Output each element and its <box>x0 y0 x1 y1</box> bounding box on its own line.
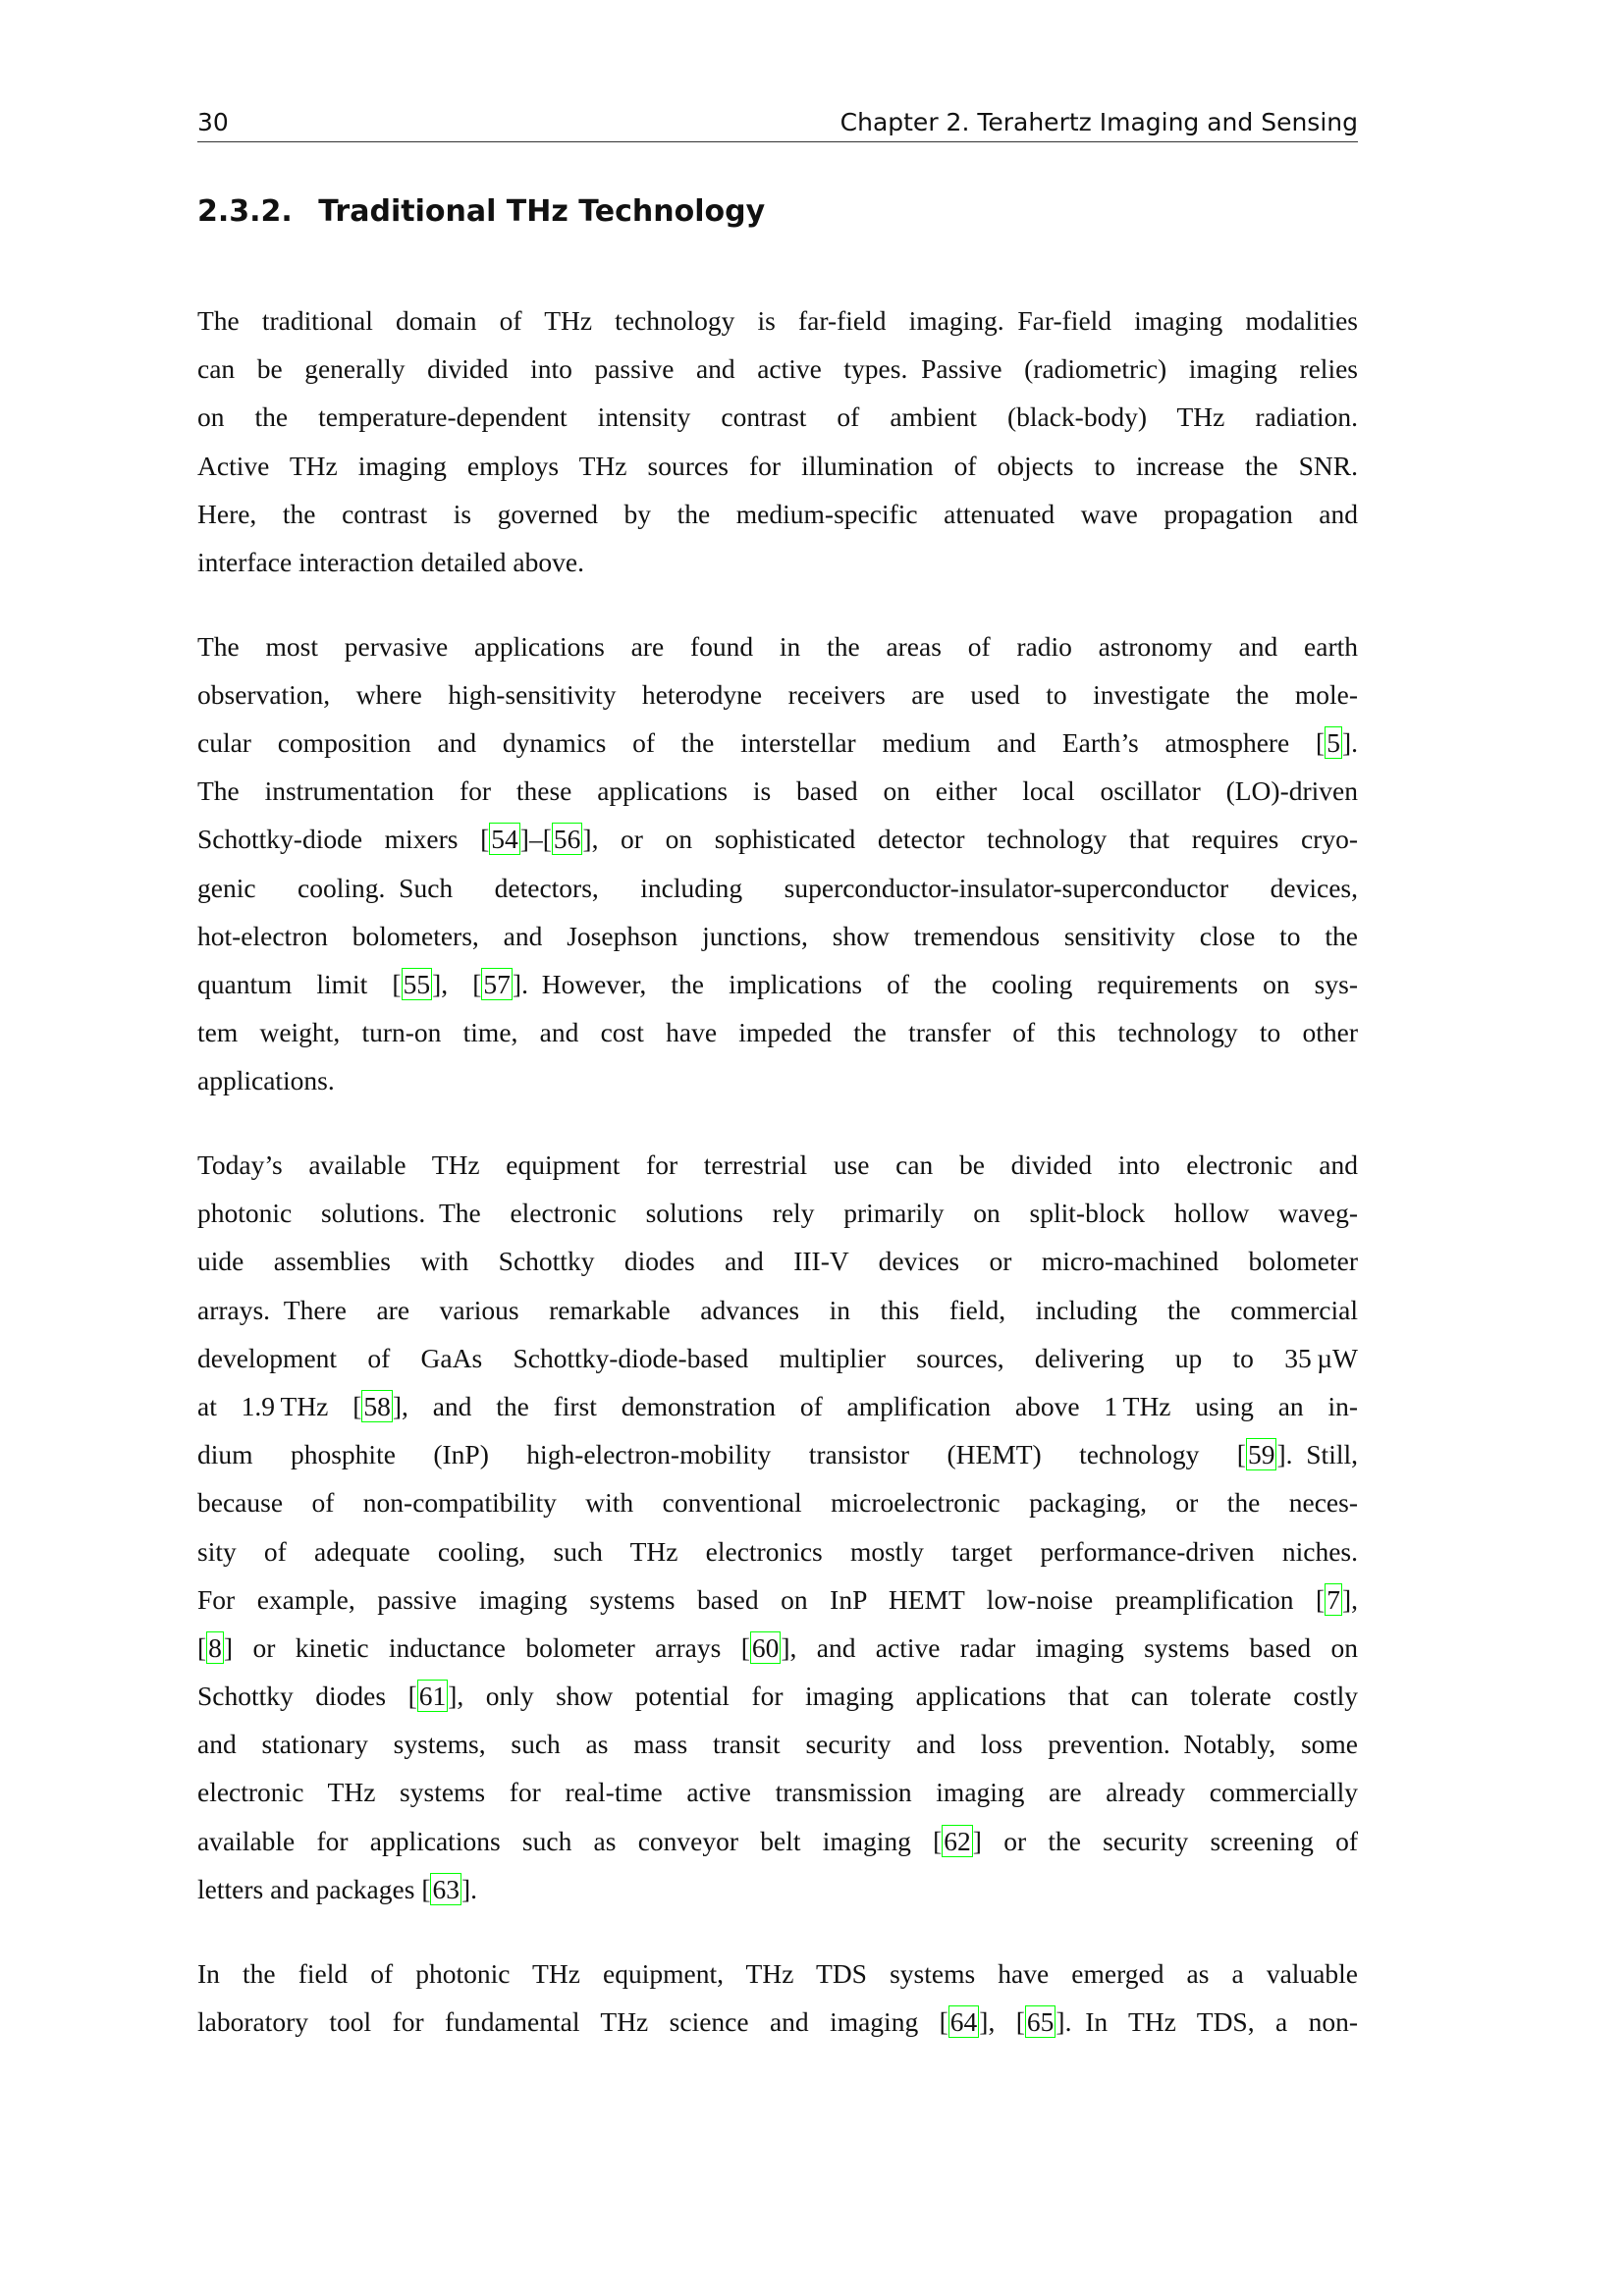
text-line <box>197 815 1358 863</box>
citation-link[interactable]: [55] <box>392 968 442 999</box>
paragraph <box>197 296 1358 586</box>
citation-number[interactable]: 62 <box>944 1825 971 1856</box>
citation-number[interactable]: 58 <box>363 1390 391 1421</box>
text-segment: available for applications such as conveyor belt imaging <box>197 1825 934 1856</box>
running-header <box>197 102 1358 142</box>
text-segment: and stationary systems, such as mass transit security and loss prevention. Notably, some <box>197 1729 1358 1760</box>
text-line <box>197 1672 1358 1720</box>
text-segment: Here, the contrast is governed by the medium-specific attenuated wave propagation and <box>197 498 1358 529</box>
text-segment: For example, passive imaging systems based on InP HEMT low-noise preamplification <box>197 1583 1317 1615</box>
text-line <box>197 1478 1358 1526</box>
citation-link[interactable]: [54] <box>480 824 529 855</box>
text-segment: or the security screening of <box>981 1825 1358 1856</box>
text-line <box>197 1141 1358 1189</box>
section-heading <box>197 194 765 229</box>
citation-link[interactable]: [63] <box>421 1873 471 1904</box>
text-segment: . Still, <box>1285 1439 1358 1470</box>
page-number: 30 <box>197 107 229 136</box>
text-line <box>197 1720 1358 1768</box>
body-text <box>197 296 1358 2081</box>
text-line <box>197 1430 1358 1478</box>
citation-link[interactable]: [8] <box>197 1631 234 1663</box>
text-line <box>197 296 1358 345</box>
text-segment: observation, where high-sensitivity heterodyne receivers are used to investigate the mole- <box>197 678 1358 710</box>
paragraph <box>197 1949 1358 2046</box>
text-segment: quantum limit <box>197 968 393 999</box>
text-segment: because of non-compatibility with conventional microelectronic packaging, or the neces- <box>197 1487 1358 1519</box>
text-segment: The instrumentation for these applications is based on either local oscillator (LO)-driven <box>197 775 1358 807</box>
text-line <box>197 393 1358 441</box>
citation-number[interactable]: 5 <box>1326 727 1340 758</box>
section-number: 2.3.2. <box>197 194 293 229</box>
citation-link[interactable]: [61] <box>407 1681 458 1712</box>
text-segment: – <box>528 824 543 855</box>
text-segment: photonic solutions. The electronic solutions rely primarily on split-block hollow waveg- <box>197 1198 1358 1229</box>
text-segment: at 1.9 THz <box>197 1390 353 1421</box>
citation-number[interactable]: 59 <box>1247 1439 1275 1470</box>
citation-number[interactable]: 54 <box>491 824 518 855</box>
citation-number[interactable]: 56 <box>553 824 581 855</box>
text-line <box>197 719 1358 767</box>
text-line <box>197 1817 1358 1865</box>
text-segment: tem weight, turn-on time, and cost have impeded the transfer of this technology to other <box>197 1017 1358 1048</box>
text-segment: In the field of photonic THz equipment, THz TDS systems have emerged as a valuable <box>197 1957 1358 1989</box>
text-line <box>197 1624 1358 1672</box>
text-segment: . However, the implications of the cooling requirements on sys- <box>521 968 1358 999</box>
citation-link[interactable]: [60] <box>740 1631 790 1663</box>
text-segment: . In THz TDS, a non- <box>1064 2005 1359 2037</box>
text-line <box>197 490 1358 538</box>
text-line <box>197 1949 1358 1998</box>
text-segment: laboratory tool for fundamental THz science and imaging <box>197 2005 940 2037</box>
section-title: Traditional THz Technology <box>318 194 766 229</box>
text-line <box>197 912 1358 960</box>
text-segment: , only show potential for imaging applications that can tolerate costly <box>457 1681 1358 1712</box>
text-line <box>197 1527 1358 1575</box>
text-segment: on the temperature-dependent intensity contrast of ambient (black-body) THz radiation. <box>197 401 1358 433</box>
citation-link[interactable]: [59] <box>1236 1439 1286 1470</box>
text-segment: Today’s available THz equipment for terrestrial use can be divided into electronic and <box>197 1149 1358 1180</box>
citation-link[interactable]: [64] <box>939 2005 989 2037</box>
citation-number[interactable]: 65 <box>1026 2005 1055 2037</box>
citation-link[interactable]: [58] <box>352 1390 403 1421</box>
text-segment: , <box>441 968 473 999</box>
text-segment: Schottky diodes <box>197 1681 408 1712</box>
text-line <box>197 1768 1358 1816</box>
text-line <box>197 1286 1358 1334</box>
text-segment: letters and packages <box>197 1873 422 1904</box>
text-segment: uide assemblies with Schottky diodes and III-V devices or micro-machined bolometer <box>197 1246 1358 1277</box>
citation-number[interactable]: 60 <box>751 1631 780 1663</box>
text-segment: or kinetic inductance bolometer arrays <box>233 1631 741 1663</box>
citation-number[interactable]: 7 <box>1326 1583 1340 1615</box>
text-line <box>197 864 1358 912</box>
text-line <box>197 1189 1358 1237</box>
text-segment: development of GaAs Schottky-diode-based multiplier sources, delivering up to 35 µW <box>197 1342 1358 1373</box>
paragraph <box>197 1141 1358 1913</box>
chapter-title: Chapter 2. Terahertz Imaging and Sensing <box>839 107 1358 136</box>
text-segment: electronic THz systems for real-time active transmission imaging are already commercially <box>197 1777 1358 1808</box>
text-line <box>197 1998 1358 2046</box>
text-segment: cular composition and dynamics of the interstellar medium and Earth’s atmosphere <box>197 727 1317 758</box>
text-line <box>197 1865 1358 1913</box>
text-segment: Active THz imaging employs THz sources for illumination of objects to increase the SNR. <box>197 450 1358 481</box>
text-line <box>197 1008 1358 1056</box>
citation-link[interactable]: [56] <box>542 824 592 855</box>
paragraph <box>197 622 1358 1105</box>
citation-link[interactable]: [7] <box>1316 1583 1352 1615</box>
text-segment: . <box>470 1873 478 1904</box>
text-segment: , or on sophisticated detector technology that requires cryo- <box>591 824 1358 855</box>
text-segment: applications. <box>197 1065 335 1096</box>
text-segment: , and the first demonstration of amplification above 1 THz using an in- <box>402 1390 1358 1421</box>
text-segment: hot-electron bolometers, and Josephson junctions, show tremendous sensitivity close to the <box>197 920 1358 951</box>
text-segment: can be generally divided into passive and active types. Passive (radiometric) imaging relies <box>197 353 1358 385</box>
text-segment: , <box>1351 1583 1358 1615</box>
citation-number[interactable]: 64 <box>949 2005 978 2037</box>
text-line <box>197 767 1358 815</box>
text-segment: Schottky-diode mixers <box>197 824 481 855</box>
citation-number[interactable]: 8 <box>208 1631 222 1663</box>
text-line <box>197 345 1358 393</box>
citation-link[interactable]: [57] <box>472 968 522 999</box>
citation-number[interactable]: 57 <box>483 968 511 999</box>
text-segment: , and active radar imaging systems based on <box>789 1631 1358 1663</box>
text-line <box>197 622 1358 670</box>
citation-number[interactable]: 61 <box>418 1681 447 1712</box>
citation-link[interactable]: [65] <box>1015 2005 1065 2037</box>
text-segment: dium phosphite (InP) high-electron-mobility transistor (HEMT) technology <box>197 1439 1237 1470</box>
text-line <box>197 1382 1358 1430</box>
text-segment: The most pervasive applications are found in the areas of radio astronomy and earth <box>197 630 1358 662</box>
citation-number[interactable]: 63 <box>432 1873 460 1904</box>
text-segment: genic cooling. Such detectors, including superconductor-insulator-superconductor devices, <box>197 872 1358 903</box>
text-line <box>197 960 1358 1008</box>
citation-link[interactable]: [5] <box>1316 727 1352 758</box>
text-line <box>197 1237 1358 1285</box>
text-line <box>197 1056 1358 1104</box>
text-segment: arrays. There are various remarkable advances in this field, including the commercial <box>197 1294 1358 1325</box>
citation-link[interactable]: [62] <box>933 1825 982 1856</box>
text-line <box>197 670 1358 719</box>
text-segment: . <box>1351 727 1358 758</box>
citation-number[interactable]: 55 <box>403 968 431 999</box>
text-segment: , <box>988 2005 1016 2037</box>
text-line <box>197 538 1358 586</box>
text-line <box>197 1334 1358 1382</box>
text-segment: The traditional domain of THz technology is far-field imaging. Far-field imaging modalities <box>197 305 1358 336</box>
text-segment: interface interaction detailed above. <box>197 546 584 577</box>
text-line <box>197 442 1358 490</box>
text-line <box>197 1575 1358 1624</box>
text-segment: sity of adequate cooling, such THz electronics mostly target performance-driven niches. <box>197 1535 1358 1567</box>
